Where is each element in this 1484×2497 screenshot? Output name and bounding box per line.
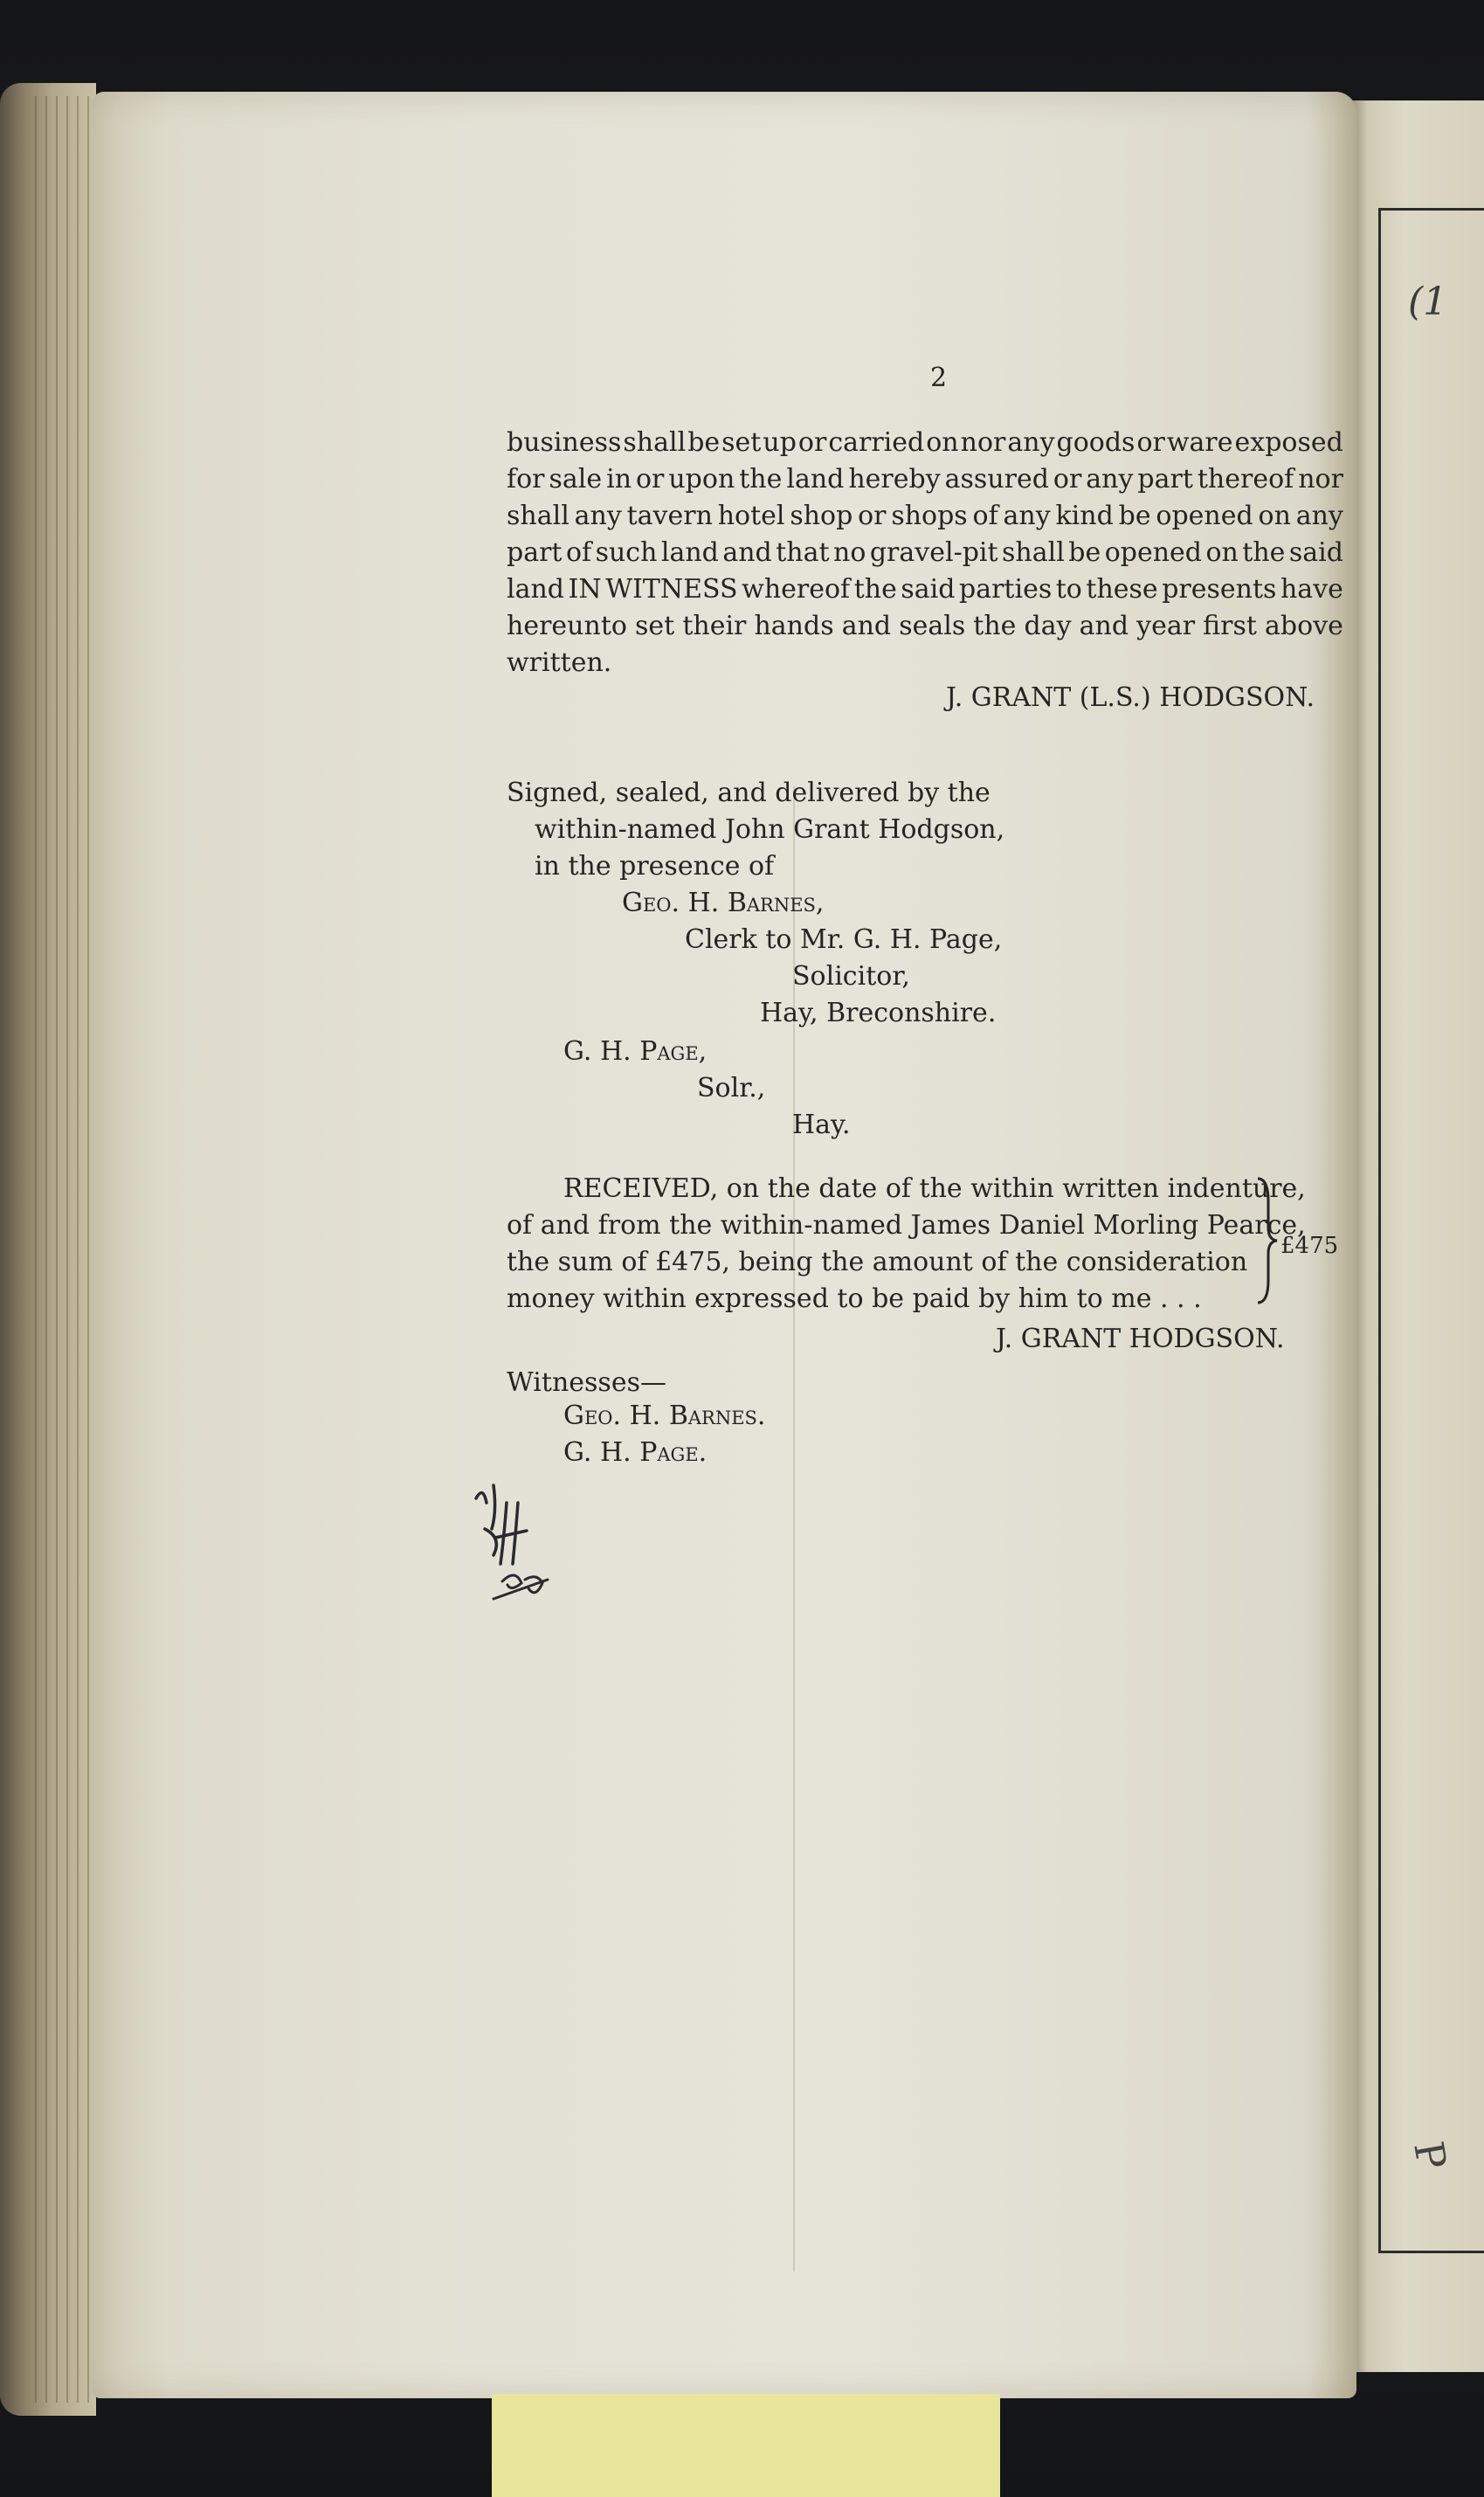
attestation-line: within-named John Grant Hodgson, <box>535 814 1005 845</box>
word: of <box>565 537 592 568</box>
word: sale <box>549 464 603 495</box>
paragraph-line <box>507 571 1343 608</box>
witness-name: G. H. Page, <box>563 1036 707 1067</box>
receipt-brace <box>1254 1175 1280 1306</box>
word: shall <box>623 427 687 458</box>
word: no <box>833 537 866 568</box>
witness-signature: G. H. Page. <box>563 1437 707 1468</box>
witness-role: Solicitor, <box>792 961 910 992</box>
word: of <box>972 501 998 531</box>
paragraph-line <box>507 498 1343 535</box>
word: up <box>763 427 797 458</box>
word: hotel <box>717 501 785 531</box>
word: opened <box>1104 537 1202 568</box>
word: said <box>1288 537 1343 568</box>
word: such <box>595 537 658 568</box>
word: and <box>722 537 772 568</box>
word: land <box>507 574 565 605</box>
word: any <box>574 501 622 531</box>
word: their <box>682 611 747 641</box>
word: nor <box>960 427 1006 458</box>
facing-page-mark: (1 <box>1408 280 1448 324</box>
word: or <box>635 464 665 495</box>
word: tavern <box>626 501 713 531</box>
word: above <box>1265 611 1343 641</box>
word: be <box>687 427 721 458</box>
page-number: 2 <box>930 363 948 393</box>
paper-tab <box>492 2394 1000 2497</box>
word: any <box>1003 501 1051 531</box>
word: upon <box>668 464 735 495</box>
word: the <box>973 611 1017 641</box>
word: part <box>507 537 563 568</box>
word: IN <box>568 574 602 605</box>
witness-role: Solr., <box>697 1073 766 1103</box>
paragraph-line <box>507 535 1343 571</box>
paragraph-line <box>507 461 1343 498</box>
receipt-line: RECEIVED, on the date of the within written indenture, <box>563 1173 1306 1204</box>
word: land <box>660 537 719 568</box>
witness-title: Clerk to Mr. G. H. Page, <box>685 924 1003 955</box>
witness-place: Hay. <box>792 1110 851 1140</box>
receipt-line: of and from the within-named James Daniel Morling Pearce, <box>507 1210 1306 1241</box>
word: year <box>1136 611 1196 641</box>
grantor-signature: J. GRANT (L.S.) HODGSON. <box>946 682 1315 713</box>
word: any <box>1086 464 1134 495</box>
facing-page-border <box>1378 208 1484 2253</box>
word: whereof <box>742 574 851 605</box>
word: that <box>776 537 830 568</box>
word: shop <box>790 501 853 531</box>
handwritten-mark <box>467 1477 563 1616</box>
word: hands <box>754 611 834 641</box>
word: in <box>606 464 632 495</box>
receipt-amount: £475 <box>1280 1233 1339 1259</box>
word: gravel-pit <box>869 537 998 568</box>
word: or <box>1136 427 1165 458</box>
word: or <box>797 427 827 458</box>
word: ware <box>1166 427 1233 458</box>
word: the <box>739 464 783 495</box>
witness-place: Hay, Breconshire. <box>760 998 997 1028</box>
page-edge-lines <box>35 96 96 2403</box>
word: exposed <box>1234 427 1343 458</box>
receipt-signature: J. GRANT HODGSON. <box>996 1324 1285 1354</box>
word: the <box>853 574 897 605</box>
word: on <box>926 427 959 458</box>
word: said <box>901 574 956 605</box>
word: and <box>841 611 892 641</box>
word: the <box>1242 537 1286 568</box>
word: shall <box>507 501 569 531</box>
word: part <box>1137 464 1193 495</box>
receipt-line: the sum of £475, being the amount of the consideration <box>507 1247 1248 1277</box>
word: first <box>1203 611 1257 641</box>
paragraph-line <box>507 608 1343 645</box>
word: shall <box>1002 537 1065 568</box>
word: on <box>1205 537 1239 568</box>
word: presents <box>1162 574 1277 605</box>
word: or <box>858 501 887 531</box>
word: goods <box>1056 427 1135 458</box>
facing-page-note: P <box>1405 2138 1456 2173</box>
word: parties <box>958 574 1053 605</box>
word: assured <box>944 464 1049 495</box>
word: or <box>1053 464 1082 495</box>
word: set <box>721 427 762 458</box>
word: these <box>1086 574 1158 605</box>
attestation-line: Signed, sealed, and delivered by the <box>507 778 990 808</box>
word: and <box>1079 611 1129 641</box>
word: kind <box>1055 501 1114 531</box>
word: WITNESS <box>605 574 738 605</box>
word: set <box>635 611 675 641</box>
paragraph-line <box>507 425 1343 461</box>
word: on <box>1258 501 1291 531</box>
word: day <box>1024 611 1072 641</box>
word: carried <box>828 427 925 458</box>
word: hereby <box>848 464 941 495</box>
word: any <box>1007 427 1055 458</box>
receipt-line: money within expressed to be paid by him to me . . . <box>507 1283 1202 1314</box>
word: be <box>1068 537 1101 568</box>
word: shops <box>891 501 968 531</box>
word: opened <box>1156 501 1253 531</box>
word: business <box>507 427 622 458</box>
word: have <box>1280 574 1343 605</box>
word: to <box>1055 574 1082 605</box>
word: land <box>786 464 845 495</box>
word: nor <box>1298 464 1343 495</box>
witnesses-heading: Witnesses— <box>507 1367 666 1398</box>
word: be <box>1118 501 1151 531</box>
word: for <box>507 464 545 495</box>
attestation-line: in the presence of <box>535 851 775 882</box>
paragraph-line: written. <box>507 647 612 678</box>
word: seals <box>899 611 966 641</box>
witness-name: Geo. H. Barnes, <box>622 888 825 918</box>
witness-signature: Geo. H. Barnes. <box>563 1401 766 1431</box>
word: thereof <box>1197 464 1294 495</box>
word: hereunto <box>507 611 627 641</box>
word: any <box>1295 501 1343 531</box>
